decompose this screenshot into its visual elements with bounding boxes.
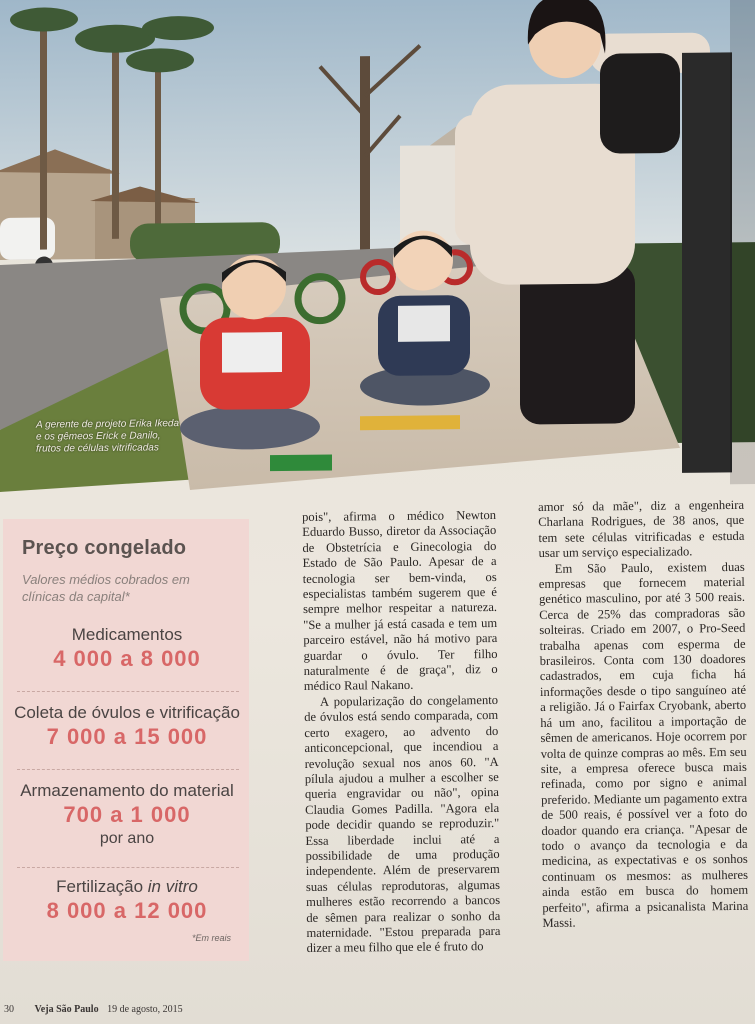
price-item-label: Medicamentos — [71, 625, 183, 644]
price-sidebar-box — [3, 519, 249, 961]
price-item-storage — [11, 781, 243, 849]
page-number: 30 — [4, 1004, 14, 1015]
price-item-label-main: Fertilização — [56, 877, 148, 896]
magazine-name: Veja São Paulo — [34, 1004, 99, 1015]
price-item-unit: por ano — [99, 830, 155, 847]
price-item-ivf — [11, 877, 243, 925]
article-column-1 — [302, 508, 501, 957]
price-item-egg-collection — [11, 703, 243, 751]
page-footer — [4, 1004, 183, 1015]
price-divider — [17, 691, 239, 692]
paragraph: A popularização do congelamento de óvulos está sendo comparada, com certo exagero, ao advento do anticoncepcional, que incendiou a revolução sexual nos anos 60. "A pílula ajudou a mulher a escolher se queria engravidar ou não", opina Claudia Gomes Padilla. "Agora ela pode decidir quando se reproduzir." Essa liberdade inclui até a possibilidade de uma produção independente. Além de preservarem suas células reprodutoras, algumas mulheres estão recorrendo a bancos de sêmen para realizar o sonho da maternidade. "Estou preparada para dizer a meu filho que ele é fruto do — [304, 692, 501, 956]
sidebar-subtitle: Valores médios cobrados em clínicas da capital* — [22, 572, 190, 604]
price-item-label-italic: in vitro — [147, 877, 198, 896]
photo-caption: A gerente de projeto Erika Ikeda e os gêmeos Erick e Danilo, frutos de células vitrificadas — [36, 418, 180, 455]
currency-note: *Em reais — [191, 933, 231, 943]
article-column-2 — [538, 498, 749, 932]
price-item-value: 700 a 1 000 — [63, 802, 191, 827]
price-item-label: Coleta de óvulos e vitrificação — [14, 703, 240, 722]
price-divider — [17, 769, 239, 770]
price-item-label — [11, 877, 243, 897]
price-item-label: Armazenamento do material — [20, 781, 234, 800]
price-item-value: 4 000 a 8 000 — [53, 646, 201, 671]
paragraph: pois", afirma o médico Newton Eduardo Busso, diretor da Associação de Obstetrícia e Ginecologia do Estado de São Paulo. Apesar de a tecnologia ser bem-vinda, os especialistas também sugerem que é sempre melhor respeitar a natureza. "Se a mulher já está casada e tem um parceiro estável, não há motivo para guardar o óvulo. Ter filho naturalmente é de graça", diz o médico Raul Nakano. — [302, 507, 498, 694]
price-item-medications — [11, 625, 243, 673]
issue-date: 19 de agosto, 2015 — [107, 1004, 183, 1015]
paragraph: Em São Paulo, existem duas empresas que fornecem material genético masculino, por até 3 500 reais. Cerca de 25% das compradoras são solteiras. Criado em 2007, o Pro-Seed trabalha apenas com esperma de brasileiros. Conta com 130 doadores cadastrados, em cuja ficha há informações desde o tipo sanguíneo até a religião. Já o Fairfax Cryobank, aberto há um ano, facilitou a importação de sêmen de americanos. Hoje ocorrem por volta de quinze compras ao mês. Em seu site, a empresa oferece busca mais refinada, como por signo e animal preferido. Mediante um pagamento extra de 500 reais, é possível ver a foto do doador quando era criança. "Apesar de todo o avanço da tecnologia e da medicina, as expectativas e os sonhos continuam os mesmos: as mulheres ainda estão em busca do homem perfeito", afirma a psicanalista Marina Massi. — [538, 559, 749, 930]
price-item-value: 7 000 a 15 000 — [46, 724, 208, 749]
sidebar-title: Preço congelado — [22, 537, 187, 559]
price-item-value: 8 000 a 12 000 — [46, 898, 208, 923]
paragraph: amor só da mãe", diz a engenheira Charlana Rodrigues, de 38 anos, que tem sete células vitrificadas e estuda usar um serviço especializado. — [538, 497, 745, 561]
article-photo — [0, 0, 755, 492]
price-divider — [17, 867, 239, 868]
